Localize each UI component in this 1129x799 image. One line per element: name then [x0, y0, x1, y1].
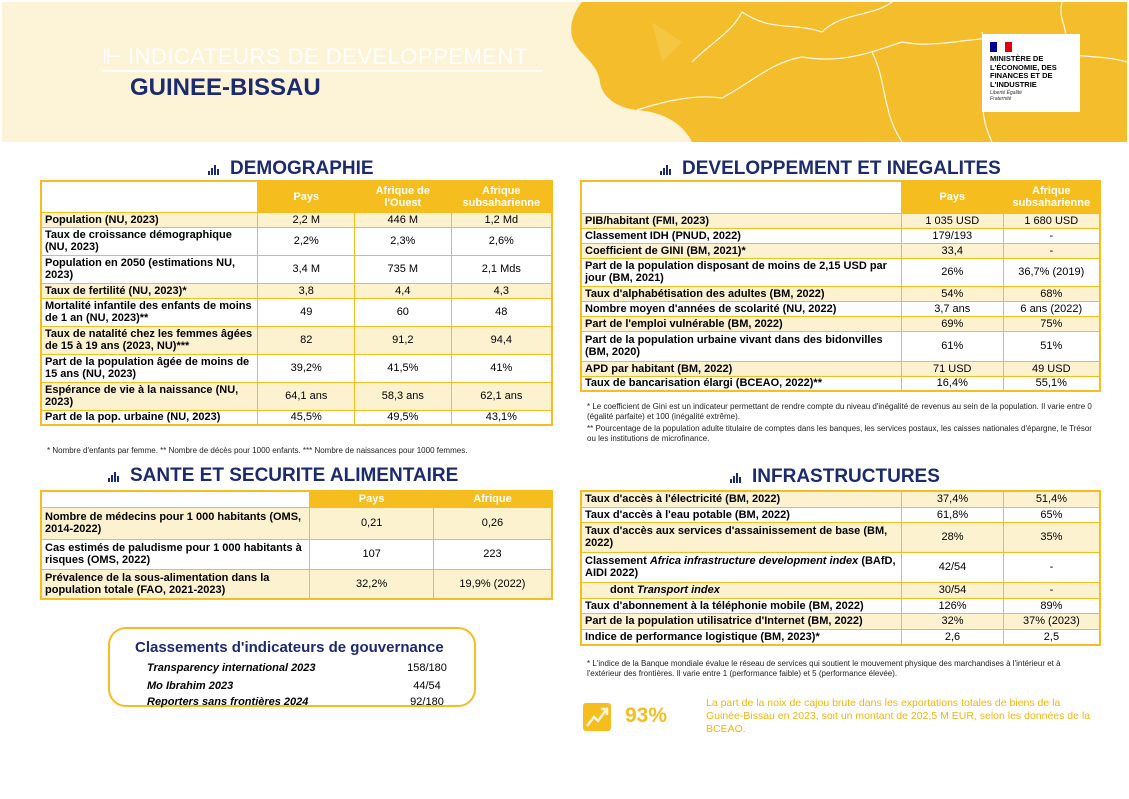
gouvernance-title: Classements d'indicateurs de gouvernance — [135, 639, 444, 656]
column-header: Pays — [901, 181, 1003, 213]
section-title-demographie: DEMOGRAPHIE — [208, 158, 374, 180]
column-header: Pays — [310, 491, 434, 507]
gouvernance-row: Transparency international 2023 158/180 — [147, 662, 447, 674]
french-flag-icon — [990, 42, 1012, 52]
table-row: Classement Africa infrastructure development index (BAfD, AIDI 2022) 42/54 - — [581, 552, 1100, 582]
decor-icon: ⊩ — [102, 44, 122, 69]
table-row: Classement IDH (PNUD, 2022) 179/193 - — [581, 228, 1100, 243]
section-title-sante: SANTE ET SECURITE ALIMENTAIRE — [108, 465, 458, 487]
table-row: Mortalité infantile des enfants de moins de 1 an (NU, 2023)** 49 60 48 — [41, 298, 552, 326]
developpement-footnote-1: * Le coefficient de Gini est un indicateur permettant de rendre compte du niveau d'inégalité de revenus au sein de la population. Il varie entre 0 (égalité parfaite) et 100 (inégalité extrême). — [587, 402, 1092, 421]
country-title: GUINEE-BISSAU — [130, 74, 321, 101]
table-row: Nombre moyen d'années de scolarité (NU, 2022) 3,7 ans 6 ans (2022) — [581, 301, 1100, 316]
table-row: Part de la population âgée de moins de 15 ans (NU, 2023) 39,2% 41,5% 41% — [41, 354, 552, 382]
table-row: Taux de natalité chez les femmes âgées de 15 à 19 ans (2023, NU)*** 82 91,2 94,4 — [41, 326, 552, 354]
developpement-table — [580, 180, 1101, 392]
table-row: Taux de bancarisation élargi (BCEAO, 2022)** 16,4% 55,1% — [581, 376, 1100, 391]
logo-text: MINISTÈRE DE L'ÉCONOMIE, DES FINANCES ET DE L'INDUSTRIE — [990, 54, 1057, 89]
bar-chart-icon — [108, 470, 122, 482]
table-row: Coefficient de GINI (BM, 2021)* 33,4 - — [581, 243, 1100, 258]
section-title-developpement: DEVELOPPEMENT ET INEGALITES — [660, 158, 1001, 180]
table-row: Part de la pop. urbaine (NU, 2023) 45,5% 49,5% 43,1% — [41, 410, 552, 425]
logo-motto: Liberté Égalité Fraternité — [990, 90, 1022, 102]
demographie-table — [40, 180, 553, 426]
bar-chart-icon — [730, 471, 744, 483]
table-row: Taux de fertilité (NU, 2023)* 3,8 4,4 4,3 — [41, 283, 552, 298]
table-row: Taux d'accès aux services d'assainissement de base (BM, 2022) 28% 35% — [581, 522, 1100, 552]
table-row: Prévalence de la sous-alimentation dans la population totale (FAO, 2021-2023) 32,2% 19,9% (2022) — [41, 569, 552, 599]
demographie-footnote: * Nombre d'enfants par femme. ** Nombre de décès pour 1000 enfants. *** Nombre de naissances pour 1000 femmes. — [47, 446, 468, 455]
developpement-footnote-2: ** Pourcentage de la population adulte titulaire de comptes dans les banques, les services postaux, les caisses nationales d'épargne, le Trésor ou les institutions de microfinance. — [587, 424, 1092, 443]
gouvernance-box — [108, 627, 476, 707]
column-header: Afrique de l'Ouest — [355, 181, 452, 212]
infrastructures-footnote: * L'indice de la Banque mondiale évalue le réseau de services qui soutient le mouvement physique des marchandises à l'intérieur et à l'extérieur des frontières. Il varie entre 1 (performance faible) et 5 (performance élevée). — [587, 659, 1061, 678]
table-row: Part de la population disposant de moins de 2,15 USD par jour (BM, 2021) 26% 36,7% (2019) — [581, 258, 1100, 286]
table-row: APD par habitant (BM, 2022) 71 USD 49 USD — [581, 361, 1100, 376]
table-row: dont Transport index 30/54 - — [581, 582, 1100, 598]
table-row: PIB/habitant (FMI, 2023) 1 035 USD 1 680 USD — [581, 213, 1100, 228]
table-row: Population en 2050 (estimations NU, 2023) 3,4 M 735 M 2,1 Mds — [41, 255, 552, 283]
header-banner — [2, 2, 1127, 142]
column-header: Afrique — [433, 491, 552, 507]
infrastructures-table — [580, 490, 1101, 646]
table-row: Taux d'accès à l'eau potable (BM, 2022) 61,8% 65% — [581, 507, 1100, 522]
sante-table — [40, 490, 553, 600]
title-underline — [102, 70, 542, 72]
ministry-logo — [982, 34, 1080, 112]
bar-chart-icon — [208, 163, 222, 175]
bar-chart-icon — [660, 163, 674, 175]
table-row: Taux d'alphabétisation des adultes (BM, 2022) 54% 68% — [581, 286, 1100, 301]
table-row: Espérance de vie à la naissance (NU, 2023) 64,1 ans 58,3 ans 62,1 ans — [41, 382, 552, 410]
table-row: Population (NU, 2023) 2,2 M 446 M 1,2 Md — [41, 212, 552, 227]
column-header: Afrique subsaharienne — [1003, 181, 1100, 213]
highlight-value: 93% — [625, 704, 668, 727]
table-header-row — [581, 181, 1100, 213]
table-header-row — [41, 491, 552, 507]
table-row: Taux de croissance démographique (NU, 2023) 2,2% 2,3% 2,6% — [41, 227, 552, 255]
table-row: Indice de performance logistique (BM, 2023)* 2,6 2,5 — [581, 629, 1100, 645]
document-title: ⊩ INDICATEURS DE DEVELOPPEMENT — [102, 44, 528, 69]
table-row: Cas estimés de paludisme pour 1 000 habitants à risques (OMS, 2022) 107 223 — [41, 539, 552, 569]
table-row: Part de la population utilisatrice d'Internet (BM, 2022) 32% 37% (2023) — [581, 613, 1100, 629]
table-row: Nombre de médecins pour 1 000 habitants (OMS, 2014-2022) 0,21 0,26 — [41, 507, 552, 539]
column-header: Afrique subsaharienne — [451, 181, 552, 212]
table-header-row — [41, 181, 552, 212]
table-row: Taux d'accès à l'électricité (BM, 2022) 37,4% 51,4% — [581, 491, 1100, 507]
table-row: Taux d'abonnement à la téléphonie mobile (BM, 2022) 126% 89% — [581, 598, 1100, 613]
highlight-text: La part de la noix de cajou brute dans les exportations totales de biens de la Guinée-Bissau en 2023, soit un montant de 202,5 M EUR, selon les données de la BCEAO. — [706, 697, 1091, 735]
section-title-infrastructures: INFRASTRUCTURES — [730, 466, 940, 488]
gouvernance-row: Reporters sans frontières 2024 92/180 — [147, 696, 444, 708]
trend-up-icon — [583, 703, 611, 731]
table-row: Part de l'emploi vulnérable (BM, 2022) 69% 75% — [581, 316, 1100, 331]
column-header: Pays — [258, 181, 355, 212]
table-row: Part de la population urbaine vivant dans des bidonvilles (BM, 2020) 61% 51% — [581, 331, 1100, 361]
gouvernance-row: Mo Ibrahim 2023 44/54 — [147, 680, 441, 692]
